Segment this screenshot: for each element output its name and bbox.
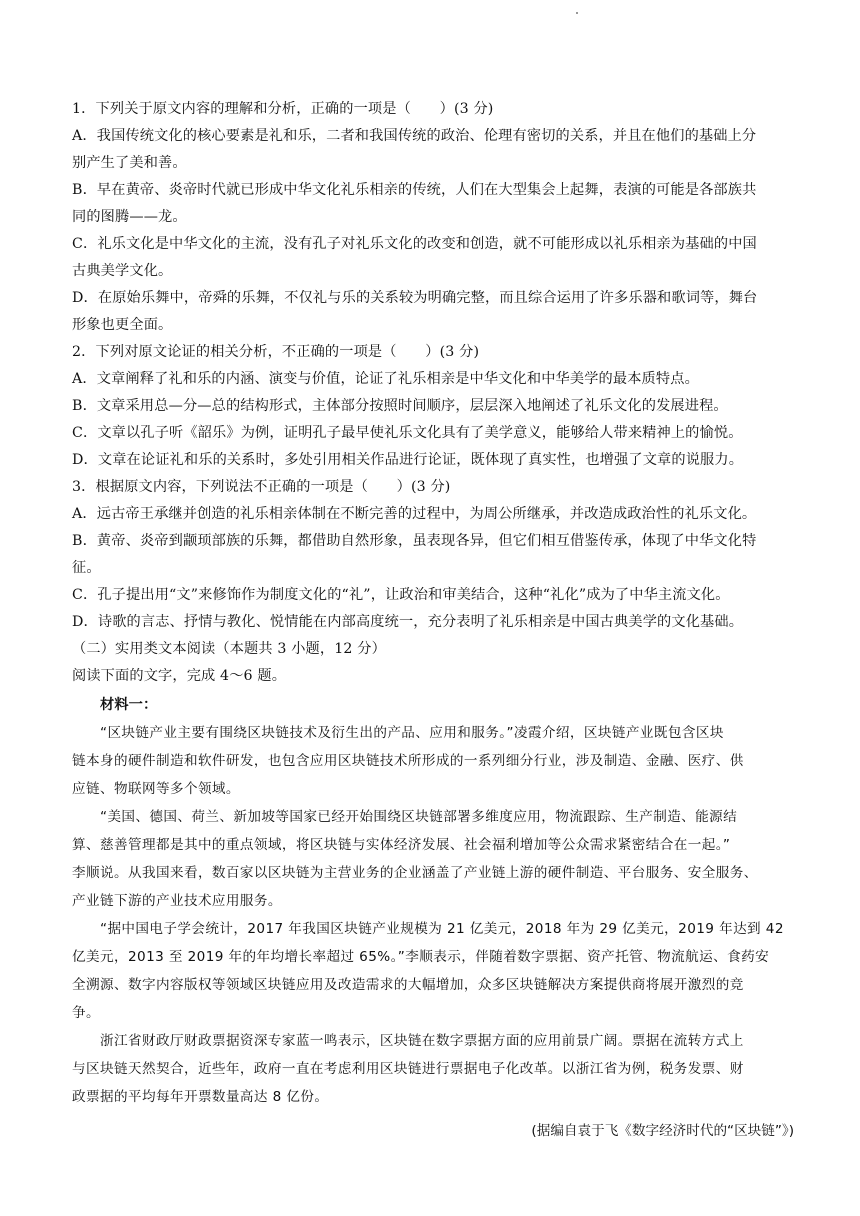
q1-option-d-line1: D．在原始乐舞中，帝舜的乐舞，不仅礼与乐的关系较为明确完整，而且综合运用了许多乐器和歌词等，舞台 <box>72 290 758 306</box>
paragraph-line: 应链、物联网等多个领域。 <box>72 781 240 797</box>
paragraph-line: “据中国电子学会统计，2017 年我国区块链产业规模为 21 亿美元，2018 年为 29 亿美元，2019 年达到 42 <box>100 921 784 937</box>
q3-option-a: A．远古帝王承继并创造的礼乐相亲体制在不断完善的过程中，为周公所继承，并改造成政治性的礼乐文化。 <box>72 506 757 522</box>
q3-option-d: D．诗歌的言志、抒情与教化、悦情能在内部高度统一，充分表明了礼乐相亲是中国古典美学的文化基础。 <box>72 614 744 630</box>
paragraph-line: 产业链下游的产业技术应用服务。 <box>72 893 282 909</box>
paragraph-line: 链本身的硬件制造和软件研发，也包含应用区块链技术所形成的一系列细分行业，涉及制造、金融、医疗、供 <box>72 753 744 769</box>
paragraph-line: 浙江省财政厅财政票据资深专家蓝一鸣表示，区块链在数字票据方面的应用前景广阔。票据在流转方式上 <box>100 1033 744 1049</box>
paragraph-line: 争。 <box>72 1005 100 1021</box>
section-heading: （二）实用类文本阅读（本题共 3 小题，12 分） <box>72 641 386 657</box>
material-passage <box>72 719 794 1111</box>
q1-stem: 1．下列关于原文内容的理解和分析，正确的一项是（ ）(3 分) <box>72 101 494 117</box>
q1-option-b-line1: B．早在黄帝、炎帝时代就已形成中华文化礼乐相亲的传统，人们在大型集会上起舞，表演的可能是各部族共 <box>72 182 757 198</box>
page-dot <box>576 12 578 14</box>
paragraph-line: “美国、德国、荷兰、新加坡等国家已经开始围绕区块链部署多维度应用，物流跟踪、生产制造、能源结 <box>100 809 738 825</box>
q2-stem: 2．下列对原文论证的相关分析，不正确的一项是（ ）(3 分) <box>72 344 480 360</box>
paragraph-line: 算、慈善管理都是其中的重点领域，将区块链与实体经济发展、社会福利增加等公众需求紧密结合在一起。” <box>72 837 731 853</box>
q1-option-a-line1: A．我国传统文化的核心要素是礼和乐，二者和我国传统的政治、伦理有密切的关系，并且在他们的基础上分 <box>72 128 757 144</box>
q3-option-b-line2: 征。 <box>72 560 101 576</box>
q1-option-c-line1: C．礼乐文化是中华文化的主流，没有孔子对礼乐文化的改变和创造，就不可能形成以礼乐相亲为基础的中国 <box>72 236 757 252</box>
passage-paragraph-2 <box>72 803 794 915</box>
source-citation: (据编自袁于飞《数字经济时代的“区块链”》) <box>531 1123 794 1139</box>
paragraph-line: 全溯源、数字内容版权等领域区块链应用及改造需求的大幅增加，众多区块链解决方案提供商将展开激烈的竞 <box>72 977 744 993</box>
q1-option-a-line2: 别产生了美和善。 <box>72 155 187 171</box>
material-title: 材料一： <box>100 697 158 713</box>
paragraph-line: 李顺说。从我国来看，数百家以区块链为主营业务的企业涵盖了产业链上游的硬件制造、平台服务、安全服务、 <box>72 865 758 881</box>
passage-paragraph-4 <box>72 1027 794 1111</box>
paragraph-line: “区块链产业主要有围绕区块链技术及衍生出的产品、应用和服务。”凌霞介绍，区块链产业既包含区块 <box>100 725 724 741</box>
paragraph-line: 与区块链天然契合，近些年，政府一直在考虑利用区块链进行票据电子化改革。以浙江省为例，税务发票、财 <box>72 1061 744 1077</box>
passage-paragraph-3 <box>72 915 794 1027</box>
q1-option-c-line2: 古典美学文化。 <box>72 263 173 279</box>
q2-option-a: A．文章阐释了礼和乐的内涵、演变与价值，论证了礼乐相亲是中华文化和中华美学的最本质特点。 <box>72 371 699 387</box>
q3-option-b-line1: B．黄帝、炎帝到颛顼部族的乐舞，都借助自然形象，虽表现各异，但它们相互借鉴传承，体现了中华文化特 <box>72 533 757 549</box>
q2-option-c: C．文章以孔子听《韶乐》为例，证明孔子最早使礼乐文化具有了美学意义，能够给人带来精神上的愉悦。 <box>72 425 743 441</box>
q3-option-c: C．孔子提出用“文”来修饰作为制度文化的“礼”，让政治和审美结合，这种“礼化”成为了中华主流文化。 <box>72 587 730 603</box>
q3-stem: 3．根据原文内容，下列说法不正确的一项是（ ）(3 分) <box>72 479 451 495</box>
q1-option-d-line2: 形象也更全面。 <box>72 317 173 333</box>
q1-option-b-line2: 同的图腾——龙。 <box>72 209 187 225</box>
section-instruction: 阅读下面的文字，完成 4～6 题。 <box>72 668 287 684</box>
paragraph-line: 亿美元，2013 至 2019 年的年均增长率超过 65%。”李顺表示，伴随着数字票据、资产托管、物流航运、食药安 <box>72 949 770 965</box>
passage-paragraph-1 <box>72 719 794 803</box>
q2-option-b: B．文章采用总—分—总的结构形式，主体部分按照时间顺序，层层深入地阐述了礼乐文化的发展进程。 <box>72 398 728 414</box>
q2-option-d: D．文章在论证礼和乐的关系时，多处引用相关作品进行论证，既体现了真实性，也增强了文章的说服力。 <box>72 452 744 468</box>
content <box>72 96 794 1145</box>
paragraph-line: 政票据的平均每年开票数量高达 8 亿份。 <box>72 1089 329 1105</box>
